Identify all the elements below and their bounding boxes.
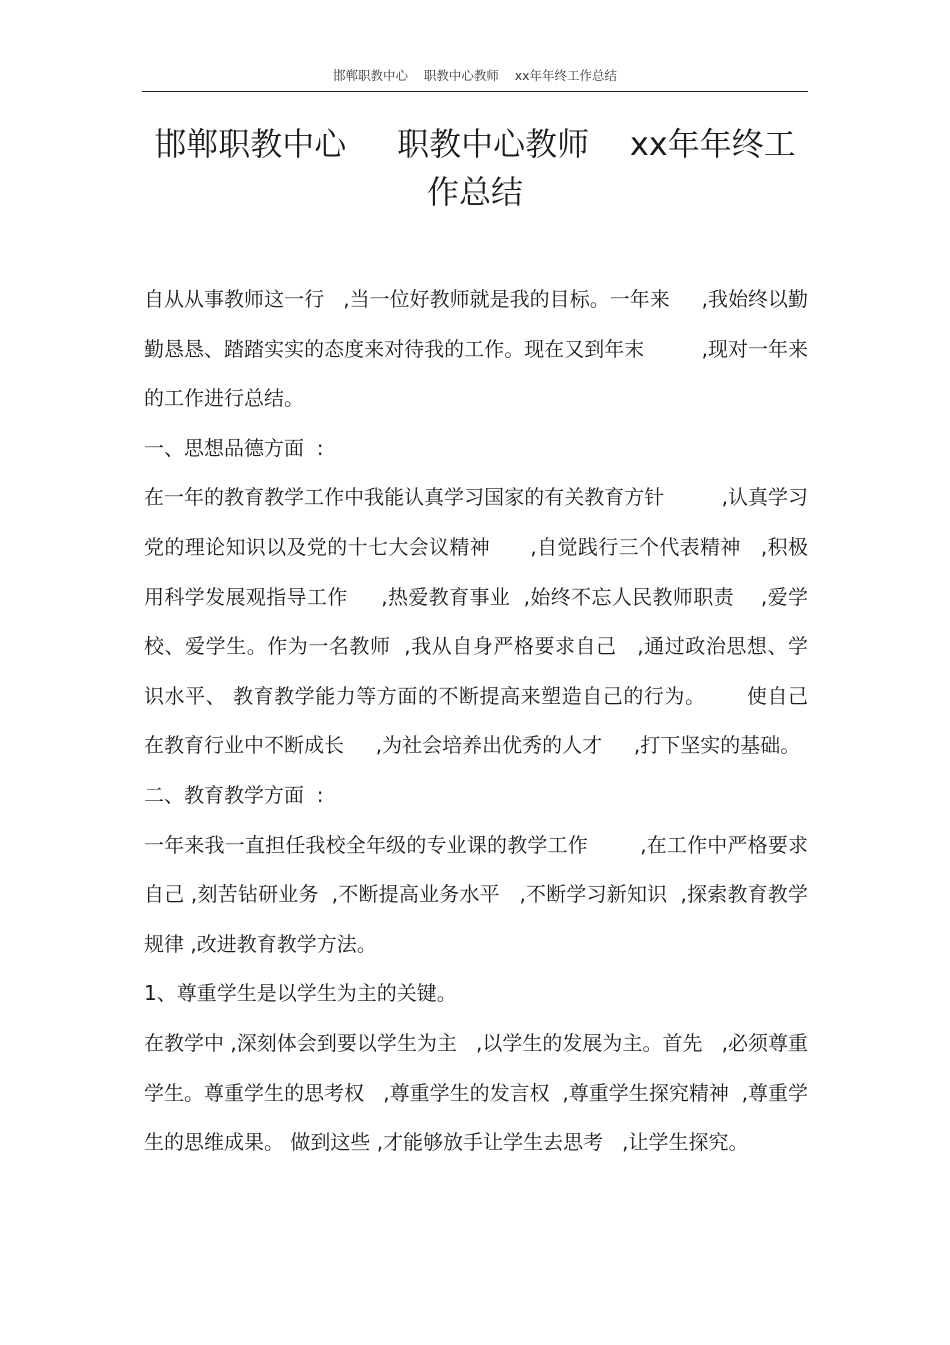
section-heading-ideology: 一、思想品德方面 :	[144, 435, 324, 460]
intro-paragraph: 自从从事教师这一行 ,当一位好教师就是我的目标。一年来 ,我始终以勤勤恳恳、踏踏实实的态度来对待我的工作。现在又到年末 ,现对一年来的工作进行总结。	[144, 287, 808, 411]
document-body	[144, 275, 808, 1168]
section-heading-teaching: 二、教育教学方面 :	[144, 782, 324, 807]
respect-students-paragraph: 在教学中 ,深刻体会到要以学生为主 ,以学生的发展为主。首先 ,必须尊重学生。尊重学生的思考权 ,尊重学生的发言权 ,尊重学生探究精神 ,尊重学生的思维成果。 做到这些 ,才能够放手让学生去思考 ,让学生探究。	[144, 1030, 808, 1155]
document-title: 邯郸职教中心 职教中心教师 xx年年终工作总结	[154, 125, 796, 211]
running-header: 邯郸职教中心 职教中心教师 xx年年终工作总结	[332, 68, 618, 83]
teaching-paragraph: 一年来我一直担任我校全年级的专业课的教学工作 ,在工作中严格要求自己 ,刻苦钻研业务 ,不断提高业务水平 ,不断学习新知识 ,探索教育教学规律 ,改进教育教学方法。	[144, 832, 808, 956]
header-divider	[142, 91, 808, 92]
ideology-paragraph: 在一年的教育教学工作中我能认真学习国家的有关教育方针 ,认真学习党的理论知识以及党的十七大会议精神 ,自觉践行三个代表精神 ,积极用科学发展观指导工作 ,热爱教育事业 ,始终不忘人民教师职责 ,爱学校、爱学生。作为一名教师 ,我从自身严格要求自己 ,通过政治思想、学识水平、 教育教学能力等方面的不断提高来塑造自己的行为。 使自己在教育行业中不断成长 ,为社会培养出优秀的人才 ,打下坚实的基础。	[144, 485, 808, 758]
subheading-respect-students: 1、尊重学生是以学生为主的关键。	[144, 981, 457, 1006]
